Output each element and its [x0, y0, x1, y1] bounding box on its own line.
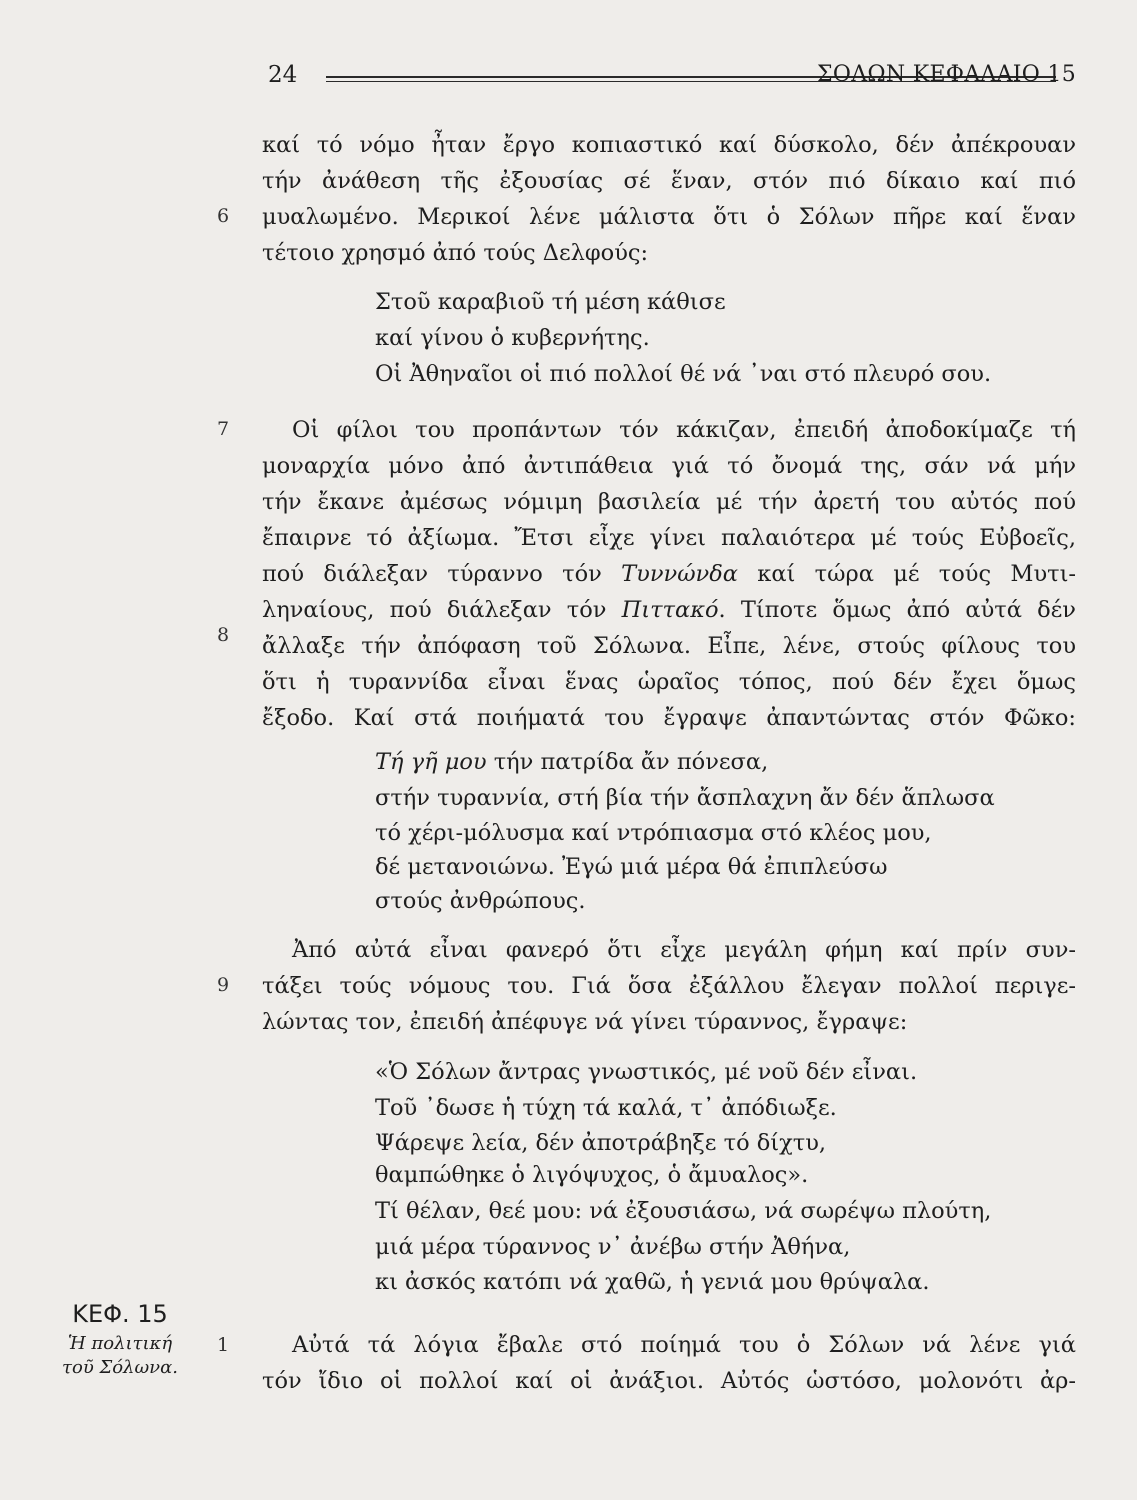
proper-name: Τυννώνδα	[621, 561, 738, 587]
text-span: Τή γῆ μου	[375, 749, 487, 775]
text-line: Ἀπό αὐτά εἶναι φανερό ὅτι εἶχε μεγάλη φήμη καί πρίν συν-	[292, 937, 1076, 963]
text-line: λώντας τον, ἐπειδή ἀπέφυγε νά γίνει τύραννος, ἔγραψε:	[262, 1009, 908, 1035]
text-line: ἄλλαξε τήν ἀπόφαση τοῦ Σόλωνα. Εἶπε, λένε, στούς φίλους του	[262, 633, 1076, 659]
proper-name: Πιττακό	[621, 597, 719, 623]
verse-line: «Ὁ Σόλων ἄντρας γνωστικός, μέ νοῦ δέν εἶναι.	[375, 1059, 918, 1085]
verse-line: δέ μετανοιώνω. Ἐγώ μιά μέρα θά ἐπιπλεύσω	[375, 854, 888, 880]
chapter-subtitle: Ἡ πολιτική	[67, 1333, 173, 1354]
verse-line: μιά μέρα τύραννος ν᾽ ἀνέβω στήν Ἀθήνα,	[375, 1234, 851, 1260]
text-line: τέτοιο χρησμό ἀπό τούς Δελφούς:	[262, 240, 649, 266]
chapter-subtitle: τοῦ Σόλωνα.	[62, 1357, 178, 1378]
text-line: ἔπαιρνε τό ἀξίωμα. Ἔτσι εἶχε γίνει παλαιότερα μέ τούς Εὐβοεῖς,	[262, 525, 1076, 551]
running-title: ΣΟΛΩΝ ΚΕΦΑΛΑΙΟ 15	[817, 62, 1076, 87]
verse-line: Ψάρεψε λεία, δέν ἀποτράβηξε τό δίχτυ,	[375, 1130, 827, 1156]
text-span: ληναίους, πού διάλεξαν τόν	[262, 597, 622, 623]
chapter-margin-heading	[60, 1300, 180, 1380]
text-line: μυαλωμένο. Μερικοί λένε μάλιστα ὅτι ὁ Σόλων πῆρε καί ἕναν	[262, 204, 1076, 230]
chapter-title: ΚΕΦ. 15	[72, 1300, 168, 1328]
line-number: 6	[217, 205, 230, 227]
text-line	[262, 559, 1076, 589]
verse-line: Οἱ Ἀθηναῖοι οἱ πιό πολλοί θέ νά ᾽ναι στό πλευρό σου.	[375, 361, 992, 387]
verse-line: τό χέρι-μόλυσμα καί ντρόπιασμα στό κλέος μου,	[375, 820, 932, 846]
text-line: τήν ἀνάθεση τῆς ἐξουσίας σέ ἕναν, στόν πιό δίκαιο καί πιό	[262, 168, 1076, 194]
text-span: πού διάλεξαν τύραννο τόν	[262, 561, 622, 587]
line-number: 1	[217, 1334, 230, 1356]
text-line: τήν ἔκανε ἀμέσως νόμιμη βασιλεία μέ τήν ἀρετή του αὐτός πού	[262, 489, 1076, 515]
verse-line: κι ἀσκός κατόπι νά χαθῶ, ἡ γενιά μου θρύψαλα.	[375, 1269, 930, 1295]
line-number: 7	[217, 418, 230, 440]
text-line: ὅτι ἡ τυραννίδα εἶναι ἕνας ὡραῖος τόπος, πού δέν ἔχει ὅμως	[262, 669, 1076, 695]
text-line: μοναρχία μόνο ἀπό ἀντιπάθεια γιά τό ὄνομά της, σάν νά μήν	[262, 453, 1076, 479]
text-line: ἔξοδο. Καί στά ποιήματά του ἔγραψε ἀπαντώντας στόν Φῶκο:	[262, 705, 1076, 731]
text-line: τάξει τούς νόμους του. Γιά ὅσα ἐξάλλου ἔλεγαν πολλοί περιγε-	[262, 973, 1076, 999]
verse-line: στούς ἀνθρώπους.	[375, 888, 586, 914]
line-number: 8	[217, 624, 230, 646]
text-line	[262, 595, 1076, 625]
verse-line: θαμπώθηκε ὁ λιγόψυχος, ὁ ἄμυαλος».	[375, 1162, 809, 1188]
text-line: Οἱ φίλοι του προπάντων τόν κάκιζαν, ἐπειδή ἀποδοκίμαζε τή	[292, 417, 1076, 443]
text-line: τόν ἴδιο οἱ πολλοί καί οἱ ἀνάξιοι. Αὐτός ὡστόσο, μολονότι ἀρ-	[262, 1368, 1076, 1394]
text-span: . Τίποτε ὅμως ἀπό αὐτά δέν	[718, 597, 1076, 623]
text-line: καί τό νόμο ἦταν ἔργο κοπιαστικό καί δύσκολο, δέν ἀπέκρουαν	[262, 132, 1076, 158]
page-number: 24	[268, 62, 298, 88]
text-span: τήν πατρίδα ἄν πόνεσα,	[486, 749, 769, 775]
verse-line: Τοῦ ᾽δωσε ἡ τύχη τά καλά, τ᾽ ἀπόδιωξε.	[375, 1095, 837, 1121]
verse-line: στήν τυραννία, στή βία τήν ἄσπλαχνη ἄν δέν ἅπλωσα	[375, 785, 995, 811]
verse-line: Στοῦ καραβιοῦ τή μέση κάθισε	[375, 289, 726, 315]
line-number: 9	[217, 974, 230, 996]
verse-line: Τί θέλαν, θεέ μου: νά ἐξουσιάσω, νά σωρέψω πλούτη,	[375, 1198, 992, 1224]
text-span: καί τώρα μέ τούς Μυτι-	[737, 561, 1076, 587]
verse-line: καί γίνου ὁ κυβερνήτης.	[375, 325, 650, 351]
text-line: Αὐτά τά λόγια ἔβαλε στό ποίημά του ὁ Σόλων νά λένε γιά	[292, 1332, 1076, 1358]
page-header	[268, 62, 1076, 102]
verse-line	[375, 747, 768, 777]
